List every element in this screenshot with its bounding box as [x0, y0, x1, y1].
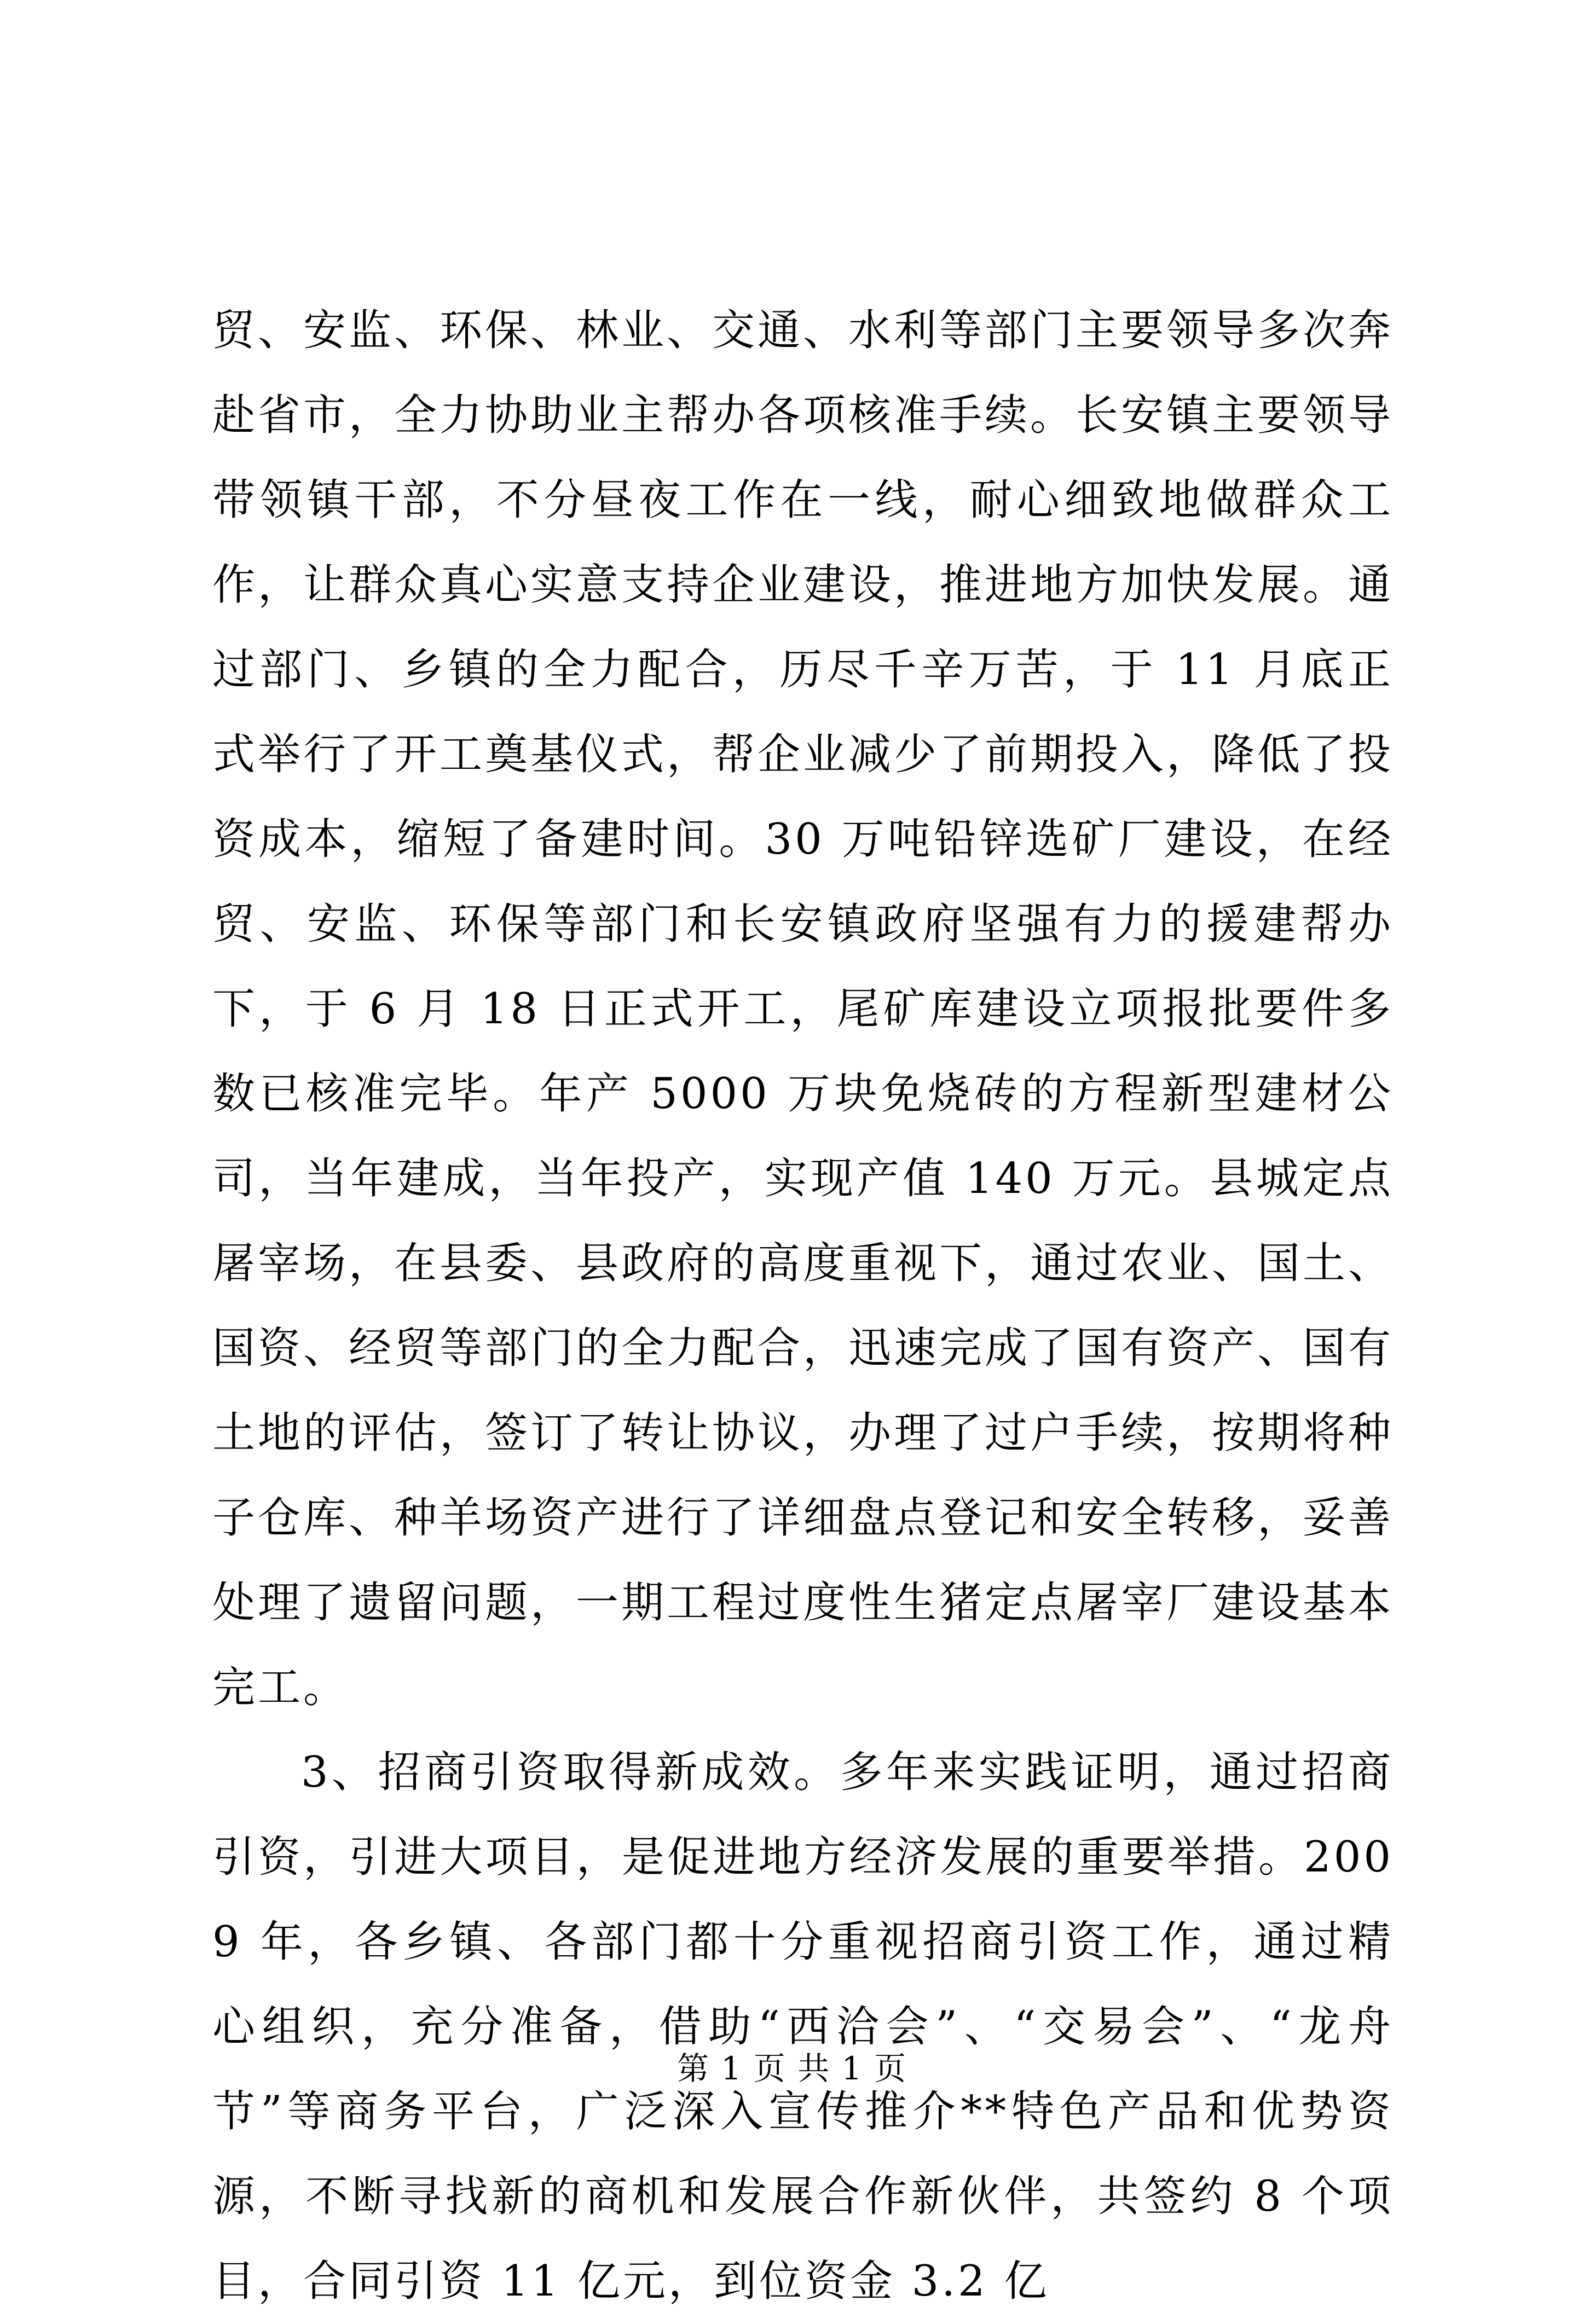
paragraph-investment: 3、招商引资取得新成效。多年来实践证明，通过招商引资，引进大项目，是促进地方经济发展的重要举措。2009 年，各乡镇、各部门都十分重视招商引资工作，通过精心组织，充分准备，借助“西洽会”、“交易会”、“龙舟节”等商务平台，广泛深入宣传推介**特色产品和优势资源，不断寻找新的商机和发展合作新伙伴，共签约 8 个项目，合同引资 11 亿元，到位资金 3.2 亿	[212, 1748, 1394, 2306]
page-footer: 第 1 页 共 1 页	[677, 2050, 907, 2087]
paragraph-continued: 贸、安监、环保、林业、交通、水利等部门主要领导多次奔赴省市，全力协助业主帮办各项核准手续。长安镇主要领导带领镇干部，不分昼夜工作在一线，耐心细致地做群众工作，让群众真心实意支持企业建设，推进地方加快发展。通过部门、乡镇的全力配合，历尽千辛万苦，于 11 月底正式举行了开工奠基仪式，帮企业减少了前期投入，降低了投资成本，缩短了备建时间。30 万吨铅锌选矿厂建设，在经贸、安监、环保等部门和长安镇政府坚强有力的援建帮办下，于 6 月 18 日正式开工，尾矿库建设立项报批要件多数已核准完毕。年产 5000 万块免烧砖的方程新型建材公司，当年建成，当年投产，实现产值 140 万元。县城定点屠宰场，在县委、县政府的高度重视下，通过农业、国土、国资、经贸等部门的全力配合，迅速完成了国有资产、国有土地的评估，签订了转让协议，办理了过户手续，按期将种子仓库、种羊场资产进行了详细盘点登记和安全转移，妥善处理了遗留问题，一期工程过度性生猪定点屠宰厂建设基本完工。	[212, 306, 1394, 1712]
document-body	[212, 288, 1394, 2324]
